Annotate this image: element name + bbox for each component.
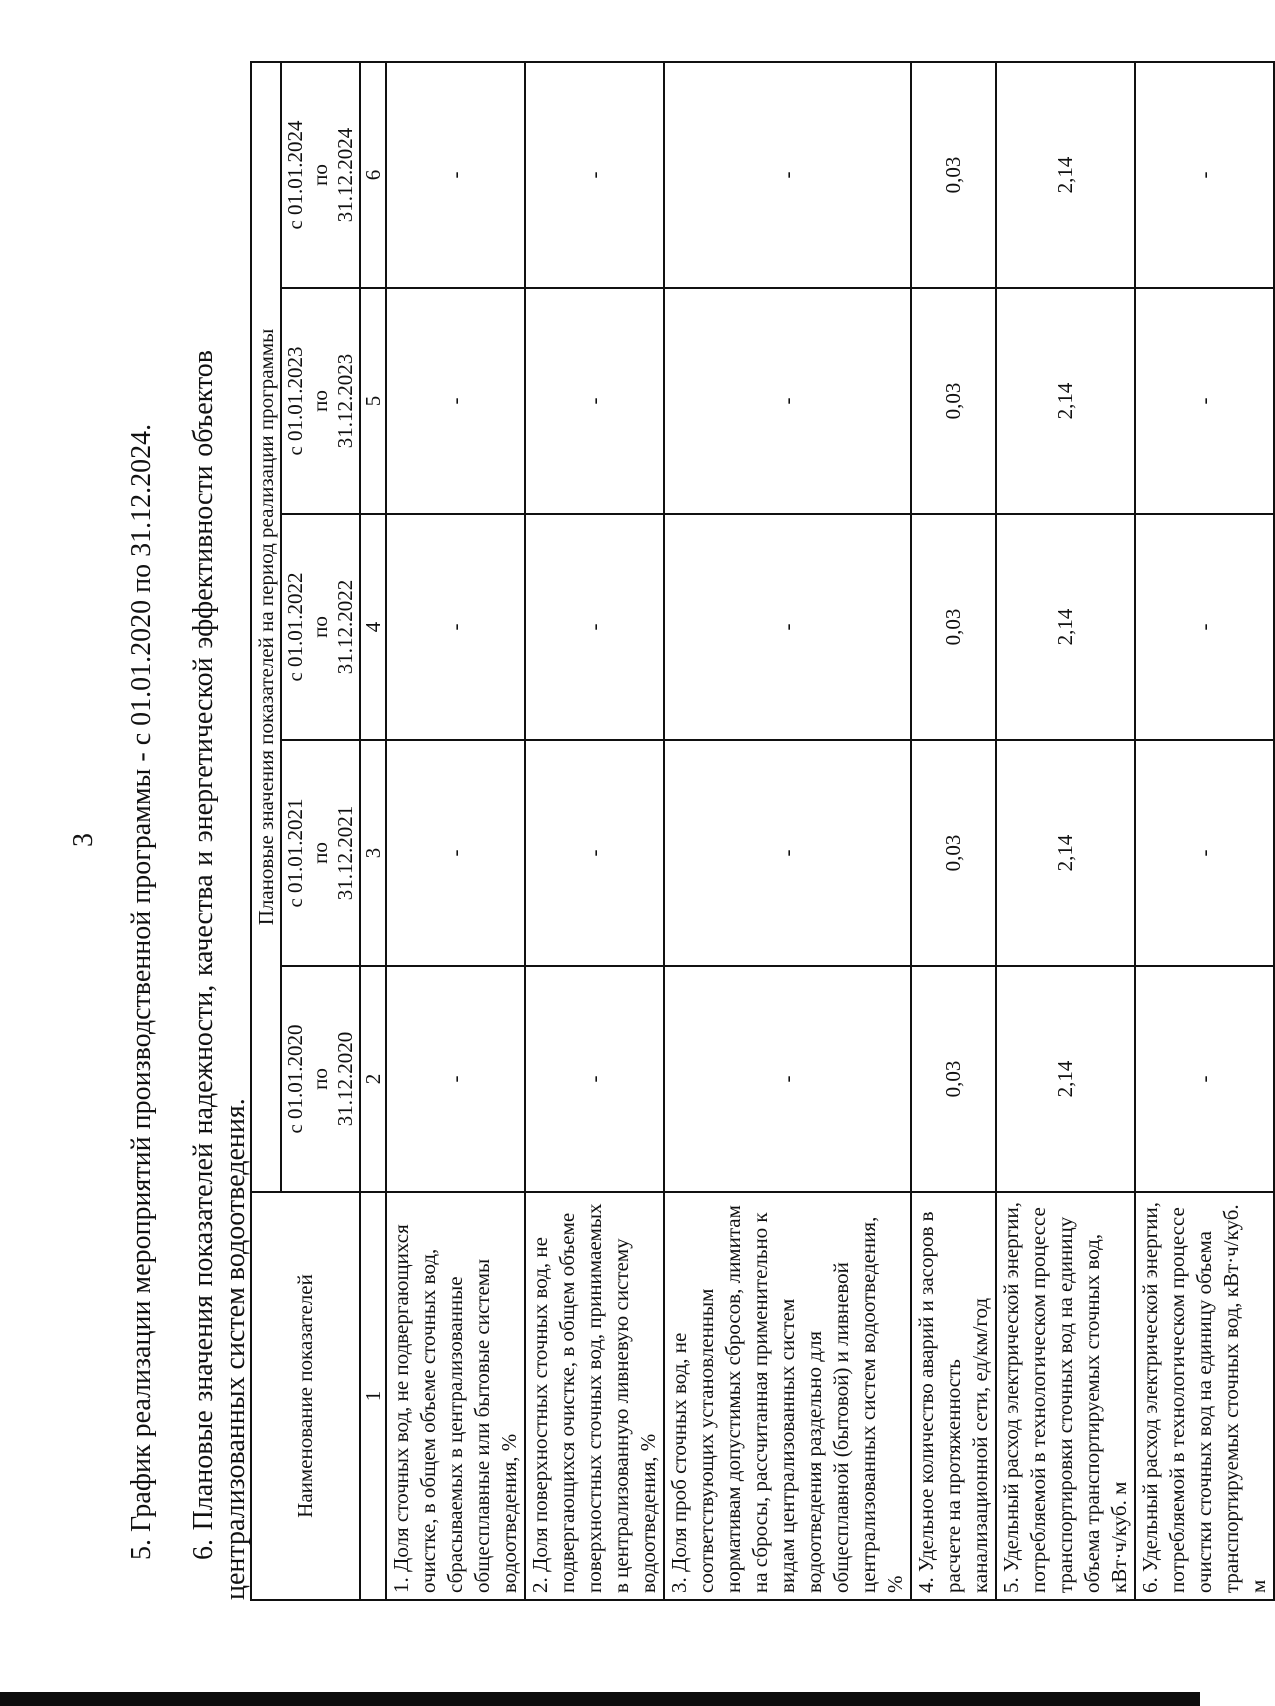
column-number: 4 xyxy=(360,514,386,740)
indicator-value: - xyxy=(525,966,664,1192)
indicator-value: - xyxy=(386,740,525,966)
indicator-value: 0,03 xyxy=(911,966,996,1192)
section-6-heading-continued: централизованных систем водоотведения. xyxy=(220,1098,251,1600)
page-number: 3 xyxy=(68,833,99,847)
indicator-value: - xyxy=(525,514,664,740)
column-number: 1 xyxy=(360,1192,386,1600)
scan-border xyxy=(0,1692,1200,1706)
indicator-value: - xyxy=(1135,966,1274,1192)
indicator-value: 2,14 xyxy=(996,62,1135,288)
indicator-value: 0,03 xyxy=(911,62,996,288)
section-5-heading: 5. График реализации мероприятий производственной программы - с 01.01.2020 по 31.12.2024. xyxy=(126,423,157,1560)
indicator-name: 6. Удельный расход электрической энергии, потребляемой в технологическом процессе очистки сточных вод на единицу объема транспортируемых сточных вод, кВт·ч/куб. м xyxy=(1135,1192,1274,1600)
period-header-2020: с 01.01.2020 по 31.12.2020 xyxy=(281,966,360,1192)
column-number: 5 xyxy=(360,288,386,514)
indicator-name: 1. Доля сточных вод, не подвергающихся очистке, в общем объеме сточных вод, сбрасываемых в централизованные общесплавные или бытовые системы водоотведения, % xyxy=(386,1192,525,1600)
table-row xyxy=(664,62,911,1600)
indicator-value: - xyxy=(664,62,911,288)
indicator-value: - xyxy=(386,966,525,1192)
indicator-value: 2,14 xyxy=(996,740,1135,966)
section-6-heading: 6. Плановые значения показателей надежности, качества и энергетической эффективности объектов xyxy=(188,350,219,1560)
indicator-value: 2,14 xyxy=(996,288,1135,514)
indicators-table xyxy=(250,61,1275,1601)
indicator-value: - xyxy=(525,288,664,514)
indicator-name: 2. Доля поверхностных сточных вод, не подвергающихся очистке, в общем объеме поверхностных сточных вод, принимаемых в централизованную ливневую систему водоотведения, % xyxy=(525,1192,664,1600)
period-header-2024: с 01.01.2024 по 31.12.2024 xyxy=(281,62,360,288)
indicator-value: - xyxy=(664,288,911,514)
indicator-value: 0,03 xyxy=(911,514,996,740)
indicator-value: - xyxy=(386,62,525,288)
column-number: 3 xyxy=(360,740,386,966)
indicator-value: - xyxy=(1135,288,1274,514)
column-number: 6 xyxy=(360,62,386,288)
indicator-value: - xyxy=(664,514,911,740)
table-row xyxy=(996,62,1135,1600)
period-header-2023: с 01.01.2023 по 31.12.2023 xyxy=(281,288,360,514)
indicator-value: - xyxy=(1135,62,1274,288)
table-row xyxy=(911,62,996,1600)
indicator-value: 2,14 xyxy=(996,966,1135,1192)
indicator-value: - xyxy=(1135,514,1274,740)
column-number-row xyxy=(360,62,386,1600)
name-column-header: Наименование показателей xyxy=(251,1192,360,1600)
indicator-value: - xyxy=(386,288,525,514)
indicator-value: - xyxy=(525,740,664,966)
indicator-value: - xyxy=(664,740,911,966)
column-number: 2 xyxy=(360,966,386,1192)
indicator-value: 0,03 xyxy=(911,288,996,514)
indicator-value: 0,03 xyxy=(911,740,996,966)
period-header-2021: с 01.01.2021 по 31.12.2021 xyxy=(281,740,360,966)
planned-values-header: Плановые значения показателей на период реализации программы xyxy=(251,62,281,1192)
indicator-name: 4. Удельное количество аварий и засоров в расчете на протяженность канализационной сети, ед/км/год xyxy=(911,1192,996,1600)
table-row xyxy=(386,62,525,1600)
table-row xyxy=(1135,62,1274,1600)
indicator-value: - xyxy=(386,514,525,740)
indicator-name: 3. Доля проб сточных вод, не соответствующих установленным нормативам допустимых сбросов, лимитам на сбросы, рассчитанная применительно к видам централизованных систем водоотведения раздельно для общесплавной (бытовой) и ливневой централизованных систем водоотведения, % xyxy=(664,1192,911,1600)
indicator-value: 2,14 xyxy=(996,514,1135,740)
period-header-2022: с 01.01.2022 по 31.12.2022 xyxy=(281,514,360,740)
indicator-name: 5. Удельный расход электрической энергии, потребляемой в технологическом процессе транспортировки сточных вод на единицу объема транспортируемых сточных вод, кВт·ч/куб. м xyxy=(996,1192,1135,1600)
table-row xyxy=(525,62,664,1600)
indicator-value: - xyxy=(1135,740,1274,966)
indicator-value: - xyxy=(525,62,664,288)
indicator-value: - xyxy=(664,966,911,1192)
rotated-page xyxy=(0,25,1270,1655)
